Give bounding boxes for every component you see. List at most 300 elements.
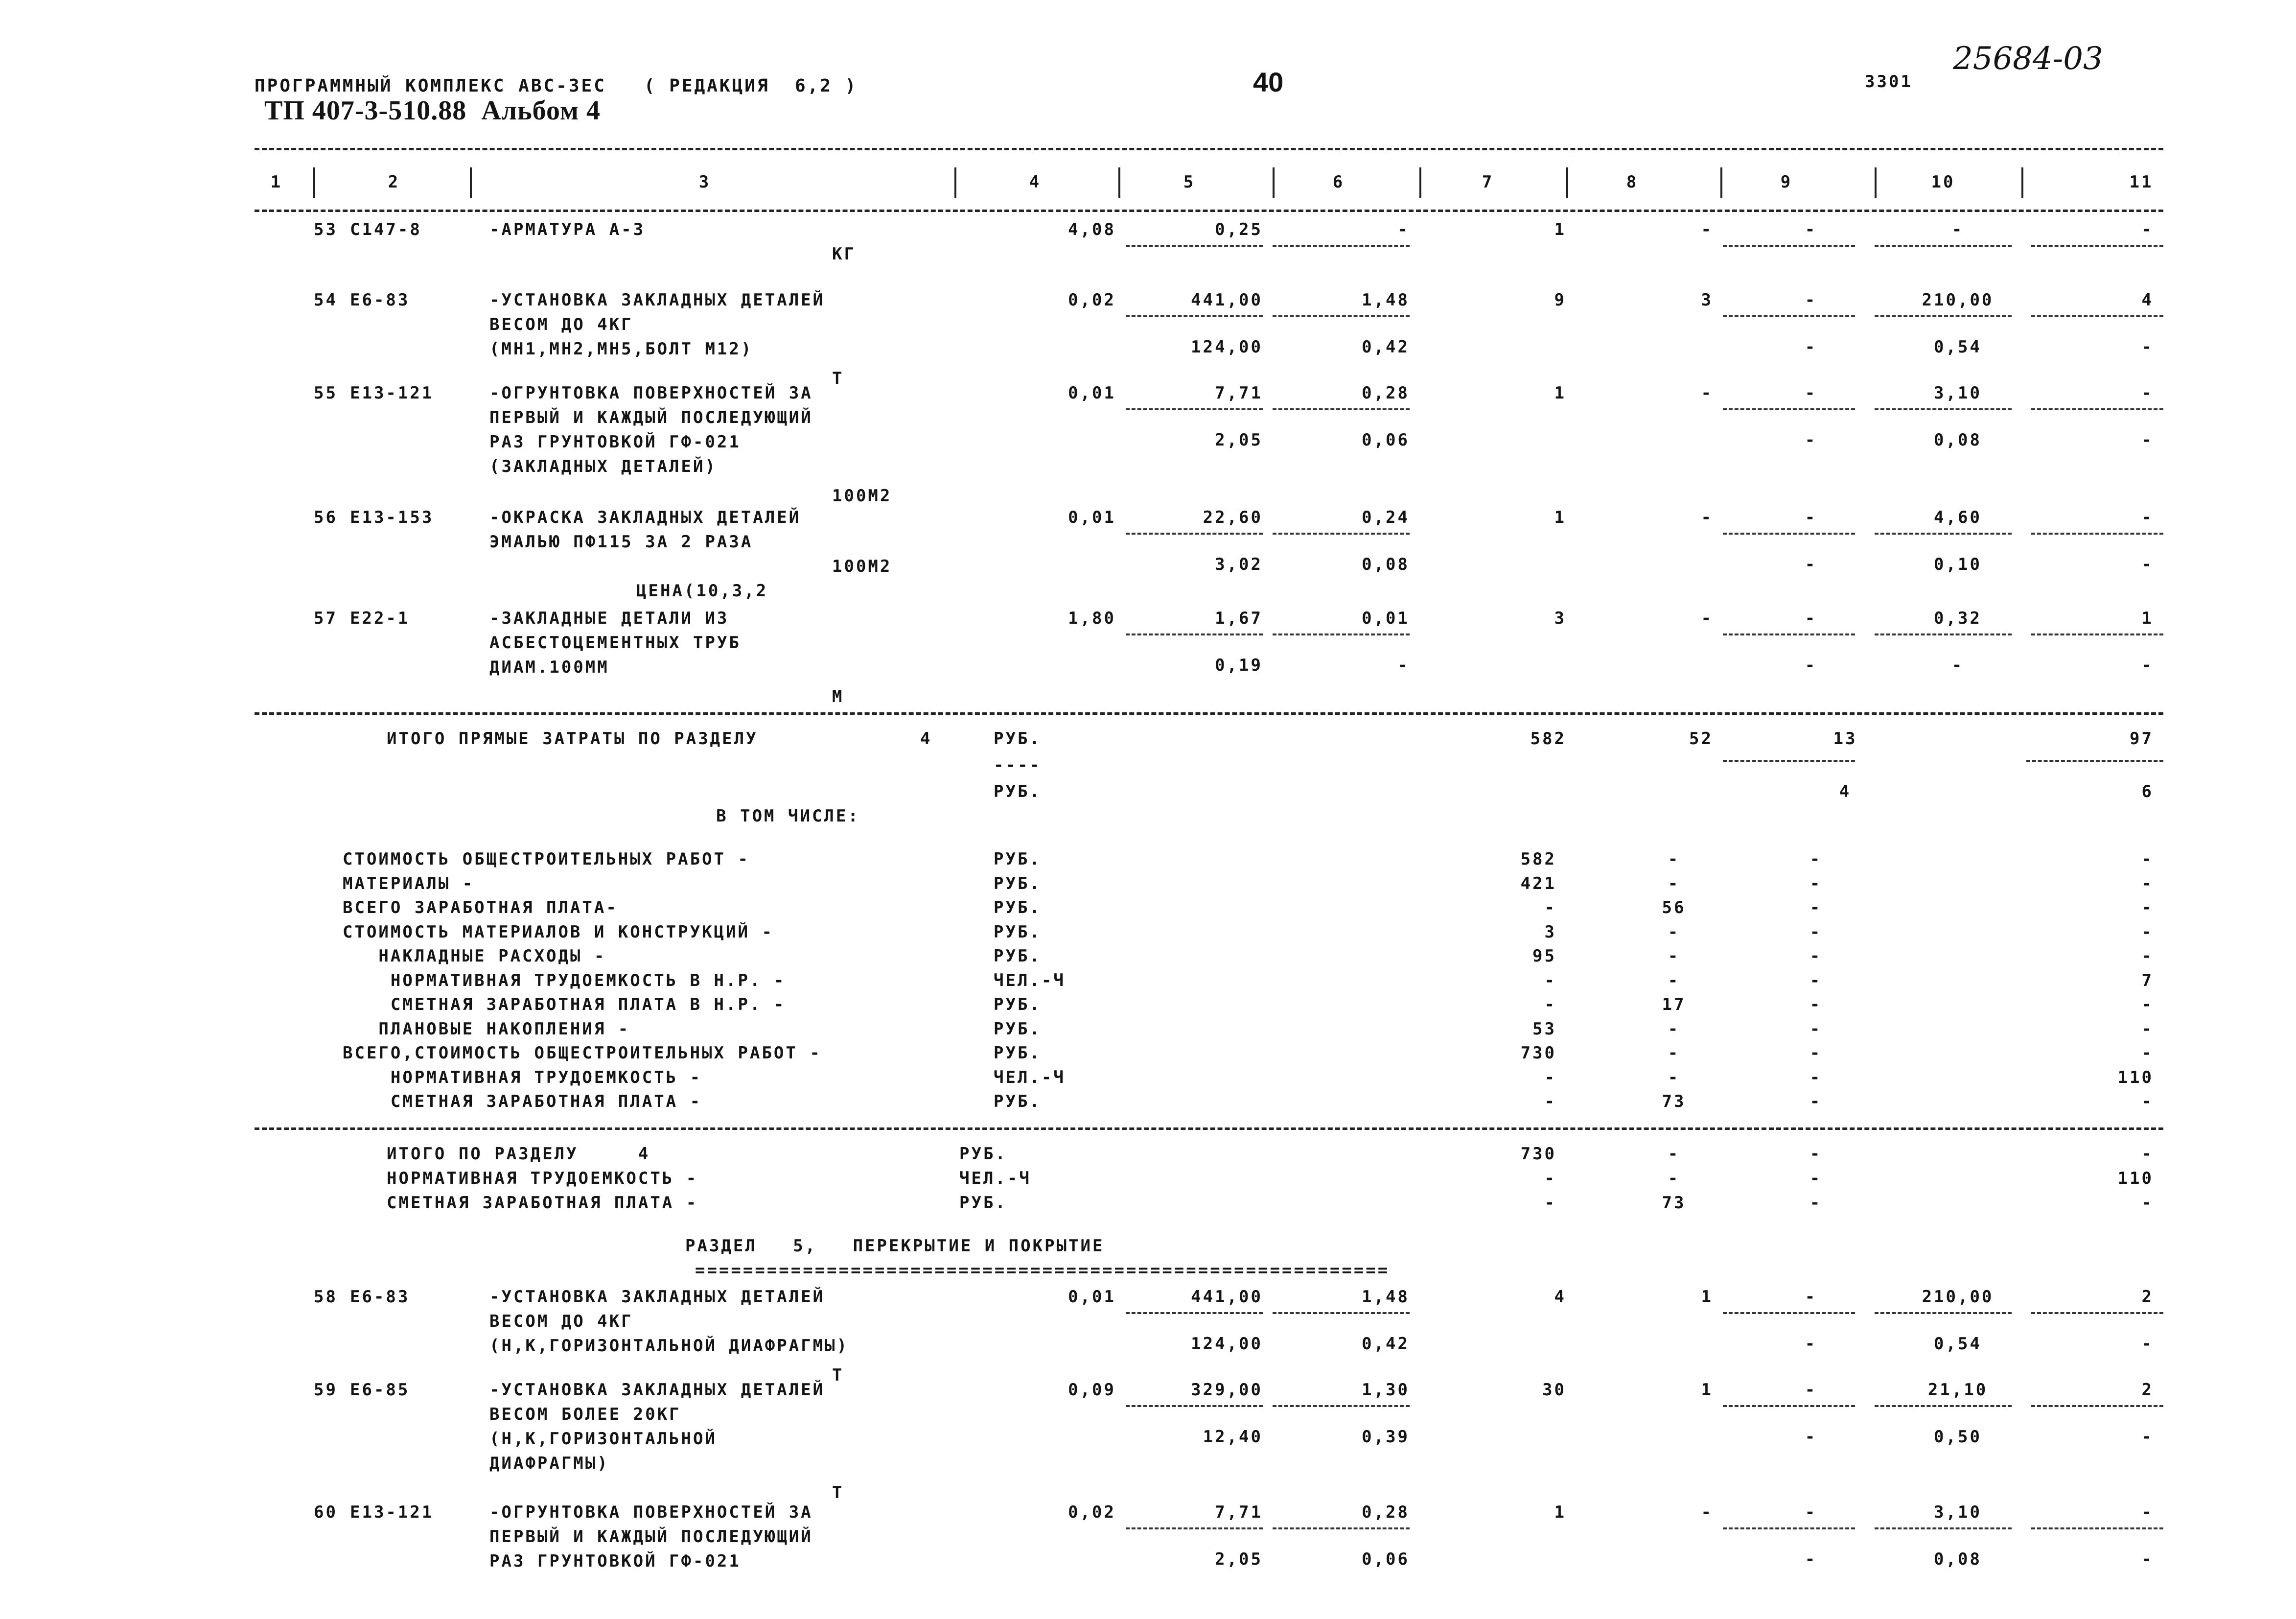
- col9: -: [1805, 1380, 1817, 1400]
- total-cost: -: [1544, 1092, 1556, 1111]
- work-name: ПЕРВЫЙ И КАЖДЫЙ ПОСЛЕДУЮЩИЙ: [489, 1527, 813, 1547]
- section-rule: [255, 1127, 2163, 1130]
- col9: -: [1809, 873, 1822, 893]
- col11-2: 6: [2141, 782, 2154, 801]
- total-cost: 3: [1544, 922, 1556, 942]
- subrule: [1723, 533, 1855, 535]
- work-name: -ЗАКЛАДНЫЕ ДЕТАЛИ ИЗ: [489, 609, 729, 628]
- subrule: [1273, 634, 1410, 635]
- total-wage: 1: [1701, 1287, 1713, 1307]
- col10-2: 0,10: [1934, 555, 1982, 574]
- subrule: [1273, 315, 1410, 317]
- unit-labor: 1,48: [1362, 290, 1410, 310]
- total-wage: -: [1668, 1043, 1680, 1063]
- col9: -: [1805, 290, 1817, 310]
- col10-2: -: [1951, 656, 1964, 675]
- unit: М: [832, 687, 844, 706]
- column-header: 4: [1029, 172, 1042, 192]
- unit: КГ: [832, 244, 856, 264]
- column-header: 6: [1332, 172, 1345, 192]
- unit-cost: 0,25: [1215, 220, 1263, 239]
- work-name: АСБЕСТОЦЕМЕНТНЫХ ТРУБ: [489, 633, 741, 653]
- unit-labor-2: 0,42: [1362, 1334, 1410, 1354]
- col9-2: -: [1805, 337, 1817, 357]
- subrule: [1875, 634, 2012, 635]
- col10: 210,00: [1922, 290, 1994, 310]
- subrule: [1723, 408, 1855, 410]
- summary-label: НОРМАТИВНАЯ ТРУДОЕМКОСТЬ -: [343, 1067, 702, 1087]
- summary-label: СМЕТНАЯ ЗАРАБОТНАЯ ПЛАТА -: [343, 1092, 702, 1111]
- unit-labor: 0,28: [1362, 383, 1410, 403]
- work-name: РАЗ ГРУНТОВКОЙ ГФ-021: [489, 1551, 741, 1571]
- total-cost: 730: [1520, 1144, 1556, 1164]
- unit-labor-2: 0,42: [1362, 337, 1410, 357]
- work-name: -УСТАНОВКА ЗАКЛАДНЫХ ДЕТАЛЕЙ: [489, 1380, 825, 1400]
- col9: -: [1809, 1092, 1822, 1111]
- column-separator: [1875, 167, 1877, 198]
- subrule: [1875, 408, 2012, 410]
- quantity: 0,01: [1068, 508, 1116, 527]
- total-wage: 1: [1701, 1380, 1713, 1400]
- summary-label: НАКЛАДНЫЕ РАСХОДЫ -: [343, 946, 606, 966]
- subrule: [1723, 760, 1855, 762]
- total-wage: -: [1668, 1067, 1680, 1087]
- unit: РУБ.: [994, 995, 1042, 1014]
- column-header: 7: [1482, 172, 1494, 192]
- unit: РУБ.: [994, 782, 1042, 801]
- column-separator: [1720, 167, 1722, 198]
- unit-labor: -: [1397, 220, 1410, 239]
- section-total-label: СМЕТНАЯ ЗАРАБОТНАЯ ПЛАТА -: [387, 1193, 698, 1213]
- section-rule: [255, 712, 2163, 715]
- col9: -: [1805, 609, 1817, 628]
- total-cost: 95: [1532, 946, 1556, 966]
- col10-2: 0,50: [1934, 1427, 1982, 1447]
- quantity: 0,01: [1068, 1287, 1116, 1307]
- subrule: [1126, 245, 1263, 247]
- subrule: [1723, 1312, 1855, 1314]
- norm-code: Е6-83: [350, 1287, 410, 1307]
- norm-code: Е6-85: [350, 1380, 410, 1400]
- quantity: 1,80: [1068, 609, 1116, 628]
- col9: -: [1809, 1019, 1822, 1039]
- col9: 13: [1833, 729, 1857, 749]
- work-name: -УСТАНОВКА ЗАКЛАДНЫХ ДЕТАЛЕЙ: [489, 1287, 825, 1307]
- col11: -: [2141, 849, 2154, 869]
- total-cost: 582: [1520, 849, 1556, 869]
- unit: 100М2: [832, 486, 892, 506]
- col10-2: 0,54: [1934, 337, 1982, 357]
- row-number: 59: [314, 1380, 338, 1400]
- col11: 97: [2130, 729, 2154, 749]
- work-name: (Н,К,ГОРИЗОНТАЛЬНОЙ ДИАФРАГМЫ): [489, 1336, 849, 1356]
- total-wage: 73: [1662, 1193, 1686, 1213]
- subrule: [2031, 533, 2163, 535]
- unit: ЧЕЛ.-Ч: [994, 970, 1066, 990]
- col11: 2: [2141, 1287, 2154, 1307]
- col9: -: [1809, 898, 1822, 917]
- column-header: 8: [1626, 172, 1639, 192]
- total-wage: -: [1668, 1169, 1680, 1188]
- col10: 210,00: [1922, 1287, 1994, 1307]
- subrule: [2031, 1527, 2163, 1529]
- col10-2: 0,08: [1934, 1549, 1982, 1569]
- norm-code: Е22-1: [350, 609, 410, 628]
- section-underline: ==========================================================: [695, 1261, 1390, 1280]
- work-name: -АРМАТУРА А-3: [489, 220, 646, 239]
- unit-cost-2: 12,40: [1203, 1427, 1263, 1447]
- total-cost: 4: [1554, 1287, 1566, 1307]
- unit: РУБ.: [994, 922, 1042, 942]
- summary-label: ПЛАНОВЫЕ НАКОПЛЕНИЯ -: [343, 1019, 630, 1039]
- col9: -: [1809, 1169, 1822, 1188]
- unit: РУБ.: [994, 1019, 1042, 1039]
- subrule: [1126, 315, 1263, 317]
- subrule: [1126, 1312, 1263, 1314]
- total-wage: -: [1668, 1144, 1680, 1164]
- norm-code: Е13-153: [350, 508, 434, 527]
- col9-2: -: [1805, 1549, 1817, 1569]
- col11: -: [2141, 1043, 2154, 1063]
- quantity: 0,09: [1068, 1380, 1116, 1400]
- col9: -: [1809, 1193, 1822, 1213]
- unit: РУБ.: [994, 729, 1042, 749]
- col11: -: [2141, 1193, 2154, 1213]
- total-wage: -: [1668, 970, 1680, 990]
- including-caption: В ТОМ ЧИСЛЕ:: [716, 806, 860, 826]
- column-separator: [470, 167, 472, 198]
- unit-labor: 0,24: [1362, 508, 1410, 527]
- subrule: [1126, 408, 1263, 410]
- subrule: [1273, 533, 1410, 535]
- header-top-rule: [255, 148, 2163, 150]
- unit-cost-2: 0,19: [1215, 656, 1263, 675]
- summary-label: ВСЕГО ЗАРАБОТНАЯ ПЛАТА-: [343, 898, 618, 917]
- unit-cost: 441,00: [1191, 1287, 1263, 1307]
- total-cost: 3: [1554, 609, 1566, 628]
- col10: 3,10: [1934, 1502, 1982, 1522]
- col9: -: [1805, 508, 1817, 527]
- total-cost: 1: [1554, 508, 1566, 527]
- work-name: ВЕСОМ ДО 4КГ: [489, 1312, 633, 1331]
- unit-labor: 1,48: [1362, 1287, 1410, 1307]
- col11: 4: [2141, 290, 2154, 310]
- col10-2: 0,54: [1934, 1334, 1982, 1354]
- col9: -: [1809, 970, 1822, 990]
- col11: -: [2141, 1144, 2154, 1164]
- subrule: [1126, 1405, 1263, 1407]
- subrule: [1273, 245, 1410, 247]
- norm-code: Е13-121: [350, 383, 434, 403]
- unit-cost: 22,60: [1203, 508, 1263, 527]
- row-number: 57: [314, 609, 338, 628]
- col11: -: [2141, 898, 2154, 917]
- col9-2: -: [1805, 1334, 1817, 1354]
- col10: 0,32: [1934, 609, 1982, 628]
- total-wage: -: [1668, 849, 1680, 869]
- col11: 110: [2117, 1067, 2154, 1087]
- subrule: [2026, 760, 2163, 762]
- col9: -: [1809, 1043, 1822, 1063]
- col11-2: -: [2141, 656, 2154, 675]
- unit-labor-2: 0,06: [1362, 430, 1410, 450]
- work-name: ДИАМ.100ММ: [489, 657, 609, 677]
- column-separator: [1566, 167, 1568, 198]
- row-number: 56: [314, 508, 338, 527]
- col9: -: [1809, 946, 1822, 966]
- subrule: [1723, 634, 1855, 635]
- column-header: 9: [1780, 172, 1793, 192]
- work-name: ДИАФРАГМЫ): [489, 1454, 609, 1473]
- col11: -: [2141, 508, 2154, 527]
- total-cost: -: [1544, 995, 1556, 1014]
- summary-label: НОРМАТИВНАЯ ТРУДОЕМКОСТЬ В Н.Р. -: [343, 970, 786, 990]
- total-wage: -: [1701, 220, 1713, 239]
- unit: ЧЕЛ.-Ч: [959, 1169, 1031, 1188]
- total-wage: -: [1668, 1019, 1680, 1039]
- unit-labor: 0,01: [1362, 609, 1410, 628]
- col11-2: -: [2141, 1334, 2154, 1354]
- total-cost: 1: [1554, 383, 1566, 403]
- quantity: 0,01: [1068, 383, 1116, 403]
- subrule: [1126, 634, 1263, 635]
- subrule: [1126, 1527, 1263, 1529]
- norm-code: Е6-83: [350, 290, 410, 310]
- unit: Т: [832, 1483, 844, 1502]
- project-title: ТП 407-3-510.88 Альбом 4: [264, 95, 601, 126]
- total-wage: 73: [1662, 1092, 1686, 1111]
- total-cost: 582: [1530, 729, 1566, 749]
- column-separator: [313, 167, 315, 198]
- column-separator: [1273, 167, 1275, 198]
- col11: -: [2141, 383, 2154, 403]
- column-header: 10: [1931, 172, 1955, 192]
- subrule: [1875, 533, 2012, 535]
- unit: РУБ.: [994, 849, 1042, 869]
- subrule: [2031, 408, 2163, 410]
- col11: -: [2141, 946, 2154, 966]
- column-separator: [1118, 167, 1120, 198]
- subrule: [2031, 1312, 2163, 1314]
- subrule: [1875, 1312, 2012, 1314]
- subrule: [2031, 634, 2163, 635]
- total-wage: 17: [1662, 995, 1686, 1014]
- column-header: 11: [2129, 172, 2154, 192]
- unit-labor: 1,30: [1362, 1380, 1410, 1400]
- col9: -: [1809, 995, 1822, 1014]
- subrule: [1875, 315, 2012, 317]
- total-wage: -: [1701, 508, 1713, 527]
- total-cost: 1: [1554, 1502, 1566, 1522]
- row-number: 54: [314, 290, 338, 310]
- column-header: 2: [388, 172, 400, 192]
- col11: -: [2141, 1019, 2154, 1039]
- subrule: [2031, 245, 2163, 247]
- col9: -: [1805, 220, 1817, 239]
- col11-2: -: [2141, 430, 2154, 450]
- unit: Т: [832, 369, 844, 388]
- col9: -: [1809, 922, 1822, 942]
- col9: -: [1809, 1144, 1822, 1164]
- column-header: 5: [1183, 172, 1196, 192]
- col10: 3,10: [1934, 383, 1982, 403]
- unit-labor-2: -: [1397, 656, 1410, 675]
- unit: РУБ.: [959, 1193, 1007, 1213]
- subrule: [1723, 1405, 1855, 1407]
- col11: 1: [2141, 609, 2154, 628]
- handwritten-code: 25684-03: [1953, 41, 2103, 77]
- col11-2: -: [2141, 337, 2154, 357]
- col11-2: -: [2141, 555, 2154, 574]
- work-name: РАЗ ГРУНТОВКОЙ ГФ-021: [489, 432, 741, 452]
- subrule: [1875, 245, 2012, 247]
- document-code: 3301: [1865, 72, 1913, 92]
- total-wage: -: [1701, 1502, 1713, 1522]
- unit-cost: 441,00: [1191, 290, 1263, 310]
- unit-labor-2: 0,39: [1362, 1427, 1410, 1447]
- summary-label: СТОИМОСТЬ МАТЕРИАЛОВ И КОНСТРУКЦИЙ -: [343, 922, 774, 942]
- total-wage: -: [1701, 383, 1713, 403]
- total-cost: 30: [1542, 1380, 1566, 1400]
- work-name: -УСТАНОВКА ЗАКЛАДНЫХ ДЕТАЛЕЙ: [489, 290, 825, 310]
- col10: -: [1951, 220, 1964, 239]
- subrule: [1273, 1527, 1410, 1529]
- subrule: [1273, 1405, 1410, 1407]
- col9: -: [1809, 1067, 1822, 1087]
- unit-labor-2: 0,06: [1362, 1549, 1410, 1569]
- price-note: ЦЕНА(10,3,2: [636, 581, 768, 601]
- col9: -: [1805, 383, 1817, 403]
- unit: ЧЕЛ.-Ч: [994, 1067, 1066, 1087]
- total-wage: 3: [1701, 290, 1713, 310]
- section-total-label: НОРМАТИВНАЯ ТРУДОЕМКОСТЬ -: [387, 1169, 698, 1188]
- total-wage: -: [1668, 946, 1680, 966]
- col9: -: [1805, 1502, 1817, 1522]
- unit: РУБ.: [994, 898, 1042, 917]
- program-title: ПРОГРАММНЫЙ КОМПЛЕКС АВС-3ЕС ( РЕДАКЦИЯ 6,2 ): [255, 76, 858, 96]
- total-wage: -: [1668, 873, 1680, 893]
- total-cost: 53: [1532, 1019, 1556, 1039]
- work-name: ВЕСОМ БОЛЕЕ 20КГ: [489, 1405, 681, 1424]
- row-number: 60: [314, 1502, 338, 1522]
- work-name: -ОКРАСКА ЗАКЛАДНЫХ ДЕТАЛЕЙ: [489, 508, 801, 527]
- col11-2: -: [2141, 1549, 2154, 1569]
- quantity: 0,02: [1068, 290, 1116, 310]
- total-cost: 730: [1520, 1043, 1556, 1063]
- row-number: 55: [314, 383, 338, 403]
- unit-cost-2: 124,00: [1191, 1334, 1263, 1354]
- header-bottom-rule: [255, 210, 2163, 212]
- col9-2: -: [1805, 555, 1817, 574]
- col11: -: [2141, 873, 2154, 893]
- col10-2: 0,08: [1934, 430, 1982, 450]
- subrule: [2031, 315, 2163, 317]
- work-name: (ЗАКЛАДНЫХ ДЕТАЛЕЙ): [489, 457, 717, 476]
- unit-cost-2: 2,05: [1215, 1549, 1263, 1569]
- total-wage: 52: [1689, 729, 1713, 749]
- subrule: [1126, 533, 1263, 535]
- total-direct-label: ИТОГО ПРЯМЫЕ ЗАТРАТЫ ПО РАЗДЕЛУ: [387, 729, 758, 749]
- unit-cost-2: 3,02: [1215, 555, 1263, 574]
- unit: РУБ.: [994, 946, 1042, 966]
- unit-labor: 0,28: [1362, 1502, 1410, 1522]
- unit: 100М2: [832, 557, 892, 576]
- summary-label: СМЕТНАЯ ЗАРАБОТНАЯ ПЛАТА В Н.Р. -: [343, 995, 786, 1014]
- col11: -: [2141, 220, 2154, 239]
- unit-cost-2: 2,05: [1215, 430, 1263, 450]
- total-cost: -: [1544, 1067, 1556, 1087]
- unit-cost: 1,67: [1215, 609, 1263, 628]
- unit: РУБ.: [994, 873, 1042, 893]
- col9-2: -: [1805, 1427, 1817, 1447]
- subrule: [1875, 1405, 2012, 1407]
- col9-2: -: [1805, 656, 1817, 675]
- total-cost: -: [1544, 970, 1556, 990]
- total-cost: -: [1544, 1169, 1556, 1188]
- norm-code: С147-8: [350, 220, 422, 239]
- subrule: [1723, 1527, 1855, 1529]
- work-name: -ОГРУНТОВКА ПОВЕРХНОСТЕЙ ЗА: [489, 1502, 813, 1522]
- summary-label: СТОИМОСТЬ ОБЩЕСТРОИТЕЛЬНЫХ РАБОТ -: [343, 849, 750, 869]
- subrule: [1273, 1312, 1410, 1314]
- unit-cost: 7,71: [1215, 383, 1263, 403]
- column-separator: [2021, 167, 2023, 198]
- col11: 7: [2141, 970, 2154, 990]
- col9-2: -: [1805, 430, 1817, 450]
- row-number: 58: [314, 1287, 338, 1307]
- col10: 21,10: [1927, 1380, 1988, 1400]
- subrule: [1723, 315, 1855, 317]
- work-name: ЭМАЛЬЮ ПФ115 ЗА 2 РАЗА: [489, 532, 753, 552]
- row-number: 53: [314, 220, 338, 239]
- col9: -: [1809, 849, 1822, 869]
- work-name: ПЕРВЫЙ И КАЖДЫЙ ПОСЛЕДУЮЩИЙ: [489, 408, 813, 427]
- total-cost: -: [1544, 1193, 1556, 1213]
- col9: -: [1805, 1287, 1817, 1307]
- work-name: (МН1,МН2,МН5,БОЛТ М12): [489, 339, 753, 359]
- summary-label: МАТЕРИАЛЫ -: [343, 873, 475, 893]
- quantity: 0,02: [1068, 1502, 1116, 1522]
- total-wage: -: [1668, 922, 1680, 942]
- quantity: 4,08: [1068, 220, 1116, 239]
- column-header: 3: [698, 172, 711, 192]
- col11-2: -: [2141, 1427, 2154, 1447]
- work-name: (Н,К,ГОРИЗОНТАЛЬНОЙ: [489, 1429, 717, 1449]
- section-title: РАЗДЕЛ 5, ПЕРЕКРЫТИЕ И ПОКРЫТИЕ: [685, 1236, 1105, 1256]
- col11: -: [2141, 1502, 2154, 1522]
- subrule: [2031, 1405, 2163, 1407]
- column-separator: [954, 167, 956, 198]
- col11: 110: [2117, 1169, 2154, 1188]
- unit: РУБ.: [994, 1043, 1042, 1063]
- total-wage: 56: [1662, 898, 1686, 917]
- column-header: 1: [270, 172, 283, 192]
- work-name: -ОГРУНТОВКА ПОВЕРХНОСТЕЙ ЗА: [489, 383, 813, 403]
- summary-label: ВСЕГО,СТОИМОСТЬ ОБЩЕСТРОИТЕЛЬНЫХ РАБОТ -: [343, 1043, 822, 1063]
- unit-cost-2: 124,00: [1191, 337, 1263, 357]
- unit-cost: 7,71: [1215, 1502, 1263, 1522]
- section-number: 4: [920, 729, 932, 749]
- col11: -: [2141, 995, 2154, 1014]
- col11: 2: [2141, 1380, 2154, 1400]
- subrule: [1273, 408, 1410, 410]
- page-number: 40: [1253, 67, 1284, 97]
- subrule: [1723, 245, 1855, 247]
- unit: РУБ.: [959, 1144, 1007, 1164]
- subrule: [1875, 1527, 2012, 1529]
- col11: -: [2141, 1092, 2154, 1111]
- total-cost: 1: [1554, 220, 1566, 239]
